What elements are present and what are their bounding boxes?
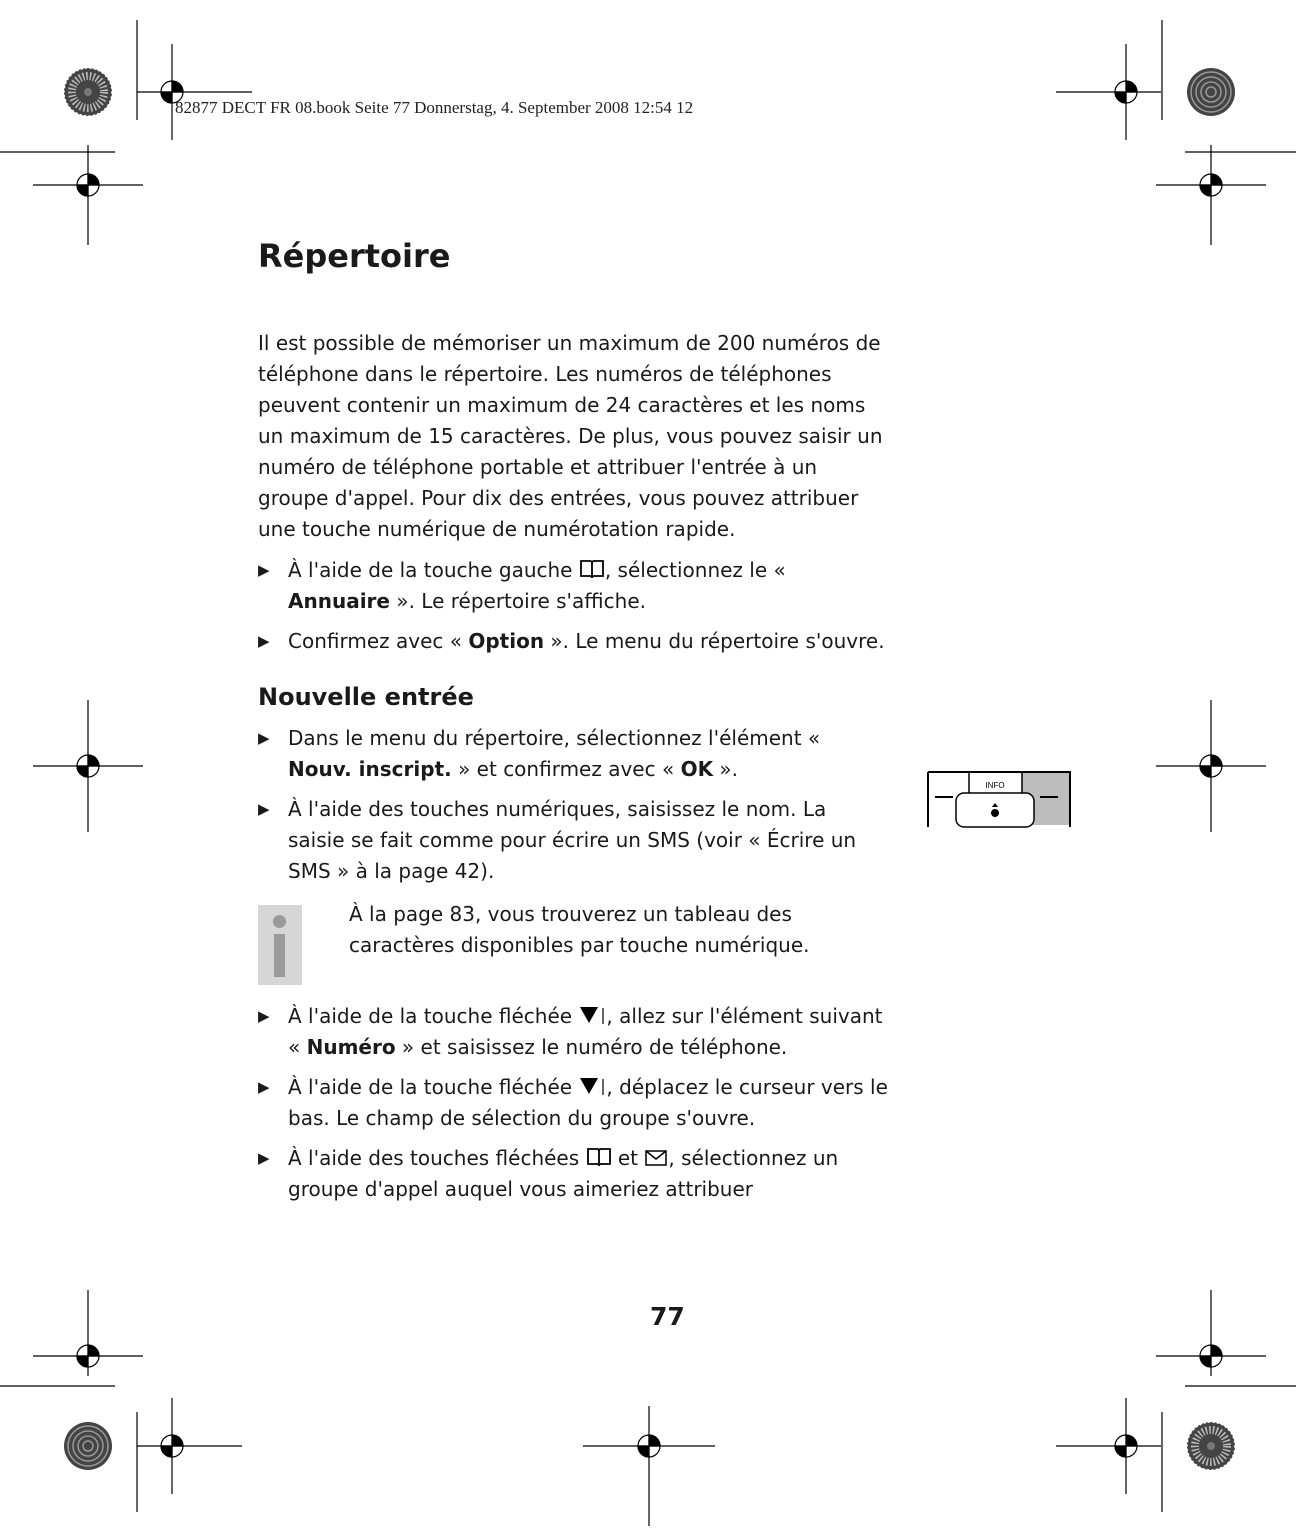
list-item: ▶ À l'aide de la touche fléchée , allez sur l'élément suivant « Numéro » et saisissez le numéro de téléphone.: [258, 1001, 888, 1063]
page-content: [258, 226, 888, 1214]
bullet-triangle-icon: ▶: [258, 800, 270, 818]
list-item: ▶ À l'aide des touches fléchées et , sélectionnez un groupe d'appel auquel vous aimeriez attribuer: [258, 1143, 888, 1205]
list-item: ▶ À l'aide des touches numériques, saisissez le nom. La saisie se fait comme pour écrire un SMS (voir « Écrire un SMS » à la page 42).: [258, 794, 888, 887]
list-item: ▶ À l'aide de la touche gauche , sélectionnez le « Annuaire ». Le répertoire s'affiche.: [258, 555, 888, 617]
list-item: ▶ À l'aide de la touche fléchée , déplacez le curseur vers le bas. Le champ de sélection du groupe s'ouvre.: [258, 1072, 888, 1134]
bullet-triangle-icon: ▶: [258, 729, 270, 747]
info-icon: [258, 905, 302, 985]
bullet-triangle-icon: ▶: [258, 1007, 270, 1025]
book-icon: [579, 558, 605, 580]
print-slug-header: 82877 DECT FR 08.book Seite 77 Donnerstag, 4. September 2008 12:54 12: [175, 98, 694, 117]
bullet-triangle-icon: ▶: [258, 561, 270, 579]
page-title: Répertoire: [258, 237, 451, 275]
list-item: ▶ Dans le menu du répertoire, sélectionnez l'élément « Nouv. inscript. » et confirmez avec « OK ».: [258, 723, 888, 785]
keypad-diagram: [927, 771, 1073, 829]
page-number: 77: [650, 1302, 685, 1331]
arrow-down-key-icon: [578, 1004, 606, 1026]
arrow-down-key-icon: [578, 1075, 606, 1097]
envelope-icon: [644, 1148, 668, 1168]
info-key-label: INFO: [985, 781, 1005, 790]
note-text: À la page 83, vous trouverez un tableau des caractères disponibles par touche numérique.: [349, 902, 810, 957]
bullet-triangle-icon: ▶: [258, 1149, 270, 1167]
intro-paragraph: Il est possible de mémoriser un maximum de 200 numéros de téléphone dans le répertoire. Les numéros de téléphones peuvent contenir un maximum de 24 caractères et les noms un maximum de 15 caractères. De plus, vous pouvez saisir un numéro de téléphone portable et attribuer l'entrée à un groupe d'appel. Pour dix des entrées, vous pouvez attribuer une touche numérique de numérotation rapide.: [258, 331, 883, 541]
bullet-triangle-icon: ▶: [258, 1078, 270, 1096]
bullet-triangle-icon: ▶: [258, 632, 270, 650]
list-item: ▶ Confirmez avec « Option ». Le menu du répertoire s'ouvre.: [258, 626, 888, 657]
book-icon: [586, 1146, 612, 1168]
info-note: [258, 899, 888, 985]
section-heading: Nouvelle entrée: [258, 683, 474, 711]
